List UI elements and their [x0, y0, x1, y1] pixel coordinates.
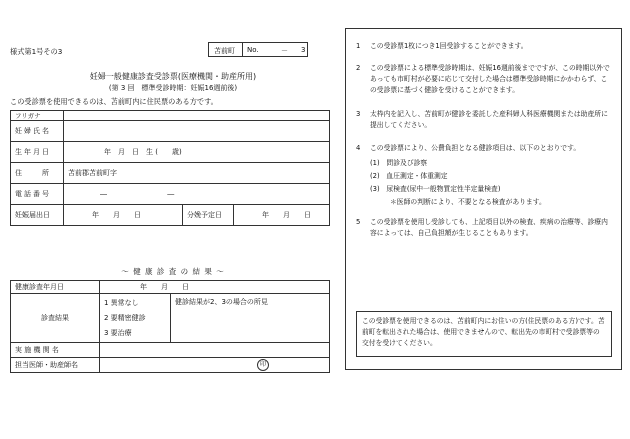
- note-1: 1 この受診票1枚につき1回受診することができます。: [356, 42, 528, 50]
- town-name: 苫前町: [214, 47, 235, 55]
- findings-label: 健診結果が2、3の場合の所見: [175, 298, 268, 306]
- note-5: 5 この受診票を使用し受診しても、上記項目以外の検査、疾病の治療等、診療内容によっては、自己負担額が生じることもあります。: [356, 218, 608, 237]
- form-title: 妊婦一般健康診査受診票(医療機関・助産所用): [89, 72, 257, 81]
- exam-item-note: ＊医師の判断により、不要となる検査があります。: [390, 198, 546, 206]
- note-2: 2 この受診票による標準受診時期は、妊娠16週前後までですが、この時期以外であっても市町村が必要に応じて交付した場合は標準受診時期にかかわらず、この受診票に基づく健診を受けることができます。: [356, 64, 610, 94]
- furigana-label: フリガナ: [11, 111, 64, 121]
- facility-field[interactable]: [100, 343, 330, 358]
- name-label: 妊婦氏名: [11, 121, 64, 142]
- left-panel: [8, 28, 338, 370]
- exam-date-label: 健康診査年月日: [11, 281, 100, 294]
- dob-field[interactable]: 年 月 日 生 ( 歳): [64, 142, 330, 163]
- phone-label: 電話番号: [11, 184, 64, 205]
- usage-notice: この受診票を使用できるのは、苫前町内に住民票のある方です。: [10, 97, 218, 106]
- note-4: 4 この受診票により、公費負担となる健診項目は、以下のとおりです。: [356, 144, 581, 152]
- findings-field[interactable]: [171, 294, 330, 343]
- result-option-1[interactable]: 1 異常なし: [104, 298, 139, 307]
- result-options[interactable]: [100, 294, 171, 343]
- results-heading: ～ 健 康 診 査 の 結 果 ～: [121, 267, 225, 276]
- result-option-3[interactable]: 3 要治療: [104, 328, 132, 337]
- due-date-label: 分娩予定日: [183, 205, 234, 226]
- bottom-notice: この受診票を使用できるのは、苫前町内にお住いの方(住民票のある方)です。苫前町を転出された場合は、使用できませんので、転出先の市町村で受診票等の交付を受けてください。: [356, 311, 612, 357]
- notes-panel: [345, 28, 622, 370]
- exam-item-3: (3) 尿検査(尿中一般物質定性半定量検査): [370, 185, 501, 193]
- exam-item-1: (1) 問診及び診察: [370, 159, 428, 167]
- ticket-number: 3: [301, 46, 306, 54]
- phone-dash-2: ―: [167, 190, 175, 198]
- exam-item-2: (2) 血圧測定・体重測定: [370, 172, 448, 180]
- town-number-box: [208, 42, 308, 57]
- no-dash: －: [281, 47, 288, 55]
- result-option-2[interactable]: 2 要精密健診: [104, 313, 146, 322]
- result-label: 診査結果: [11, 294, 100, 343]
- page: [8, 28, 622, 370]
- phone-dash-1: ―: [100, 190, 107, 198]
- form-subtitle: (第 3 回 標準受診時期：妊娠16週前後): [108, 84, 238, 92]
- results-table: [10, 280, 330, 373]
- name-field[interactable]: [64, 121, 330, 142]
- patient-info-table: [10, 110, 330, 226]
- no-label: No.: [247, 46, 259, 54]
- pregnancy-notice-date[interactable]: 年 月 日: [64, 205, 183, 226]
- address-label: 住 所: [11, 163, 64, 184]
- facility-label: 実 施 機 関 名: [11, 343, 100, 358]
- due-date-field[interactable]: 年 月 日: [234, 205, 330, 226]
- pregnancy-notice-label: 妊娠届出日: [11, 205, 64, 226]
- address-field[interactable]: 苫前郡苫前町字: [64, 163, 330, 184]
- phone-field[interactable]: [64, 184, 330, 205]
- doctor-field[interactable]: [100, 358, 330, 373]
- dob-label: 生年月日: [11, 142, 64, 163]
- furigana-field[interactable]: [64, 111, 330, 121]
- seal-mark: 印: [257, 359, 269, 371]
- form-code: 様式第1号その3: [10, 47, 63, 56]
- note-3: 3 太枠内を記入し、苫前町が健診を委託した産科婦人科医療機関または助産所に提出してください。: [356, 110, 608, 129]
- exam-date-field[interactable]: 年 月 日: [100, 281, 330, 294]
- doctor-label: 担当医師・助産師名: [11, 358, 100, 373]
